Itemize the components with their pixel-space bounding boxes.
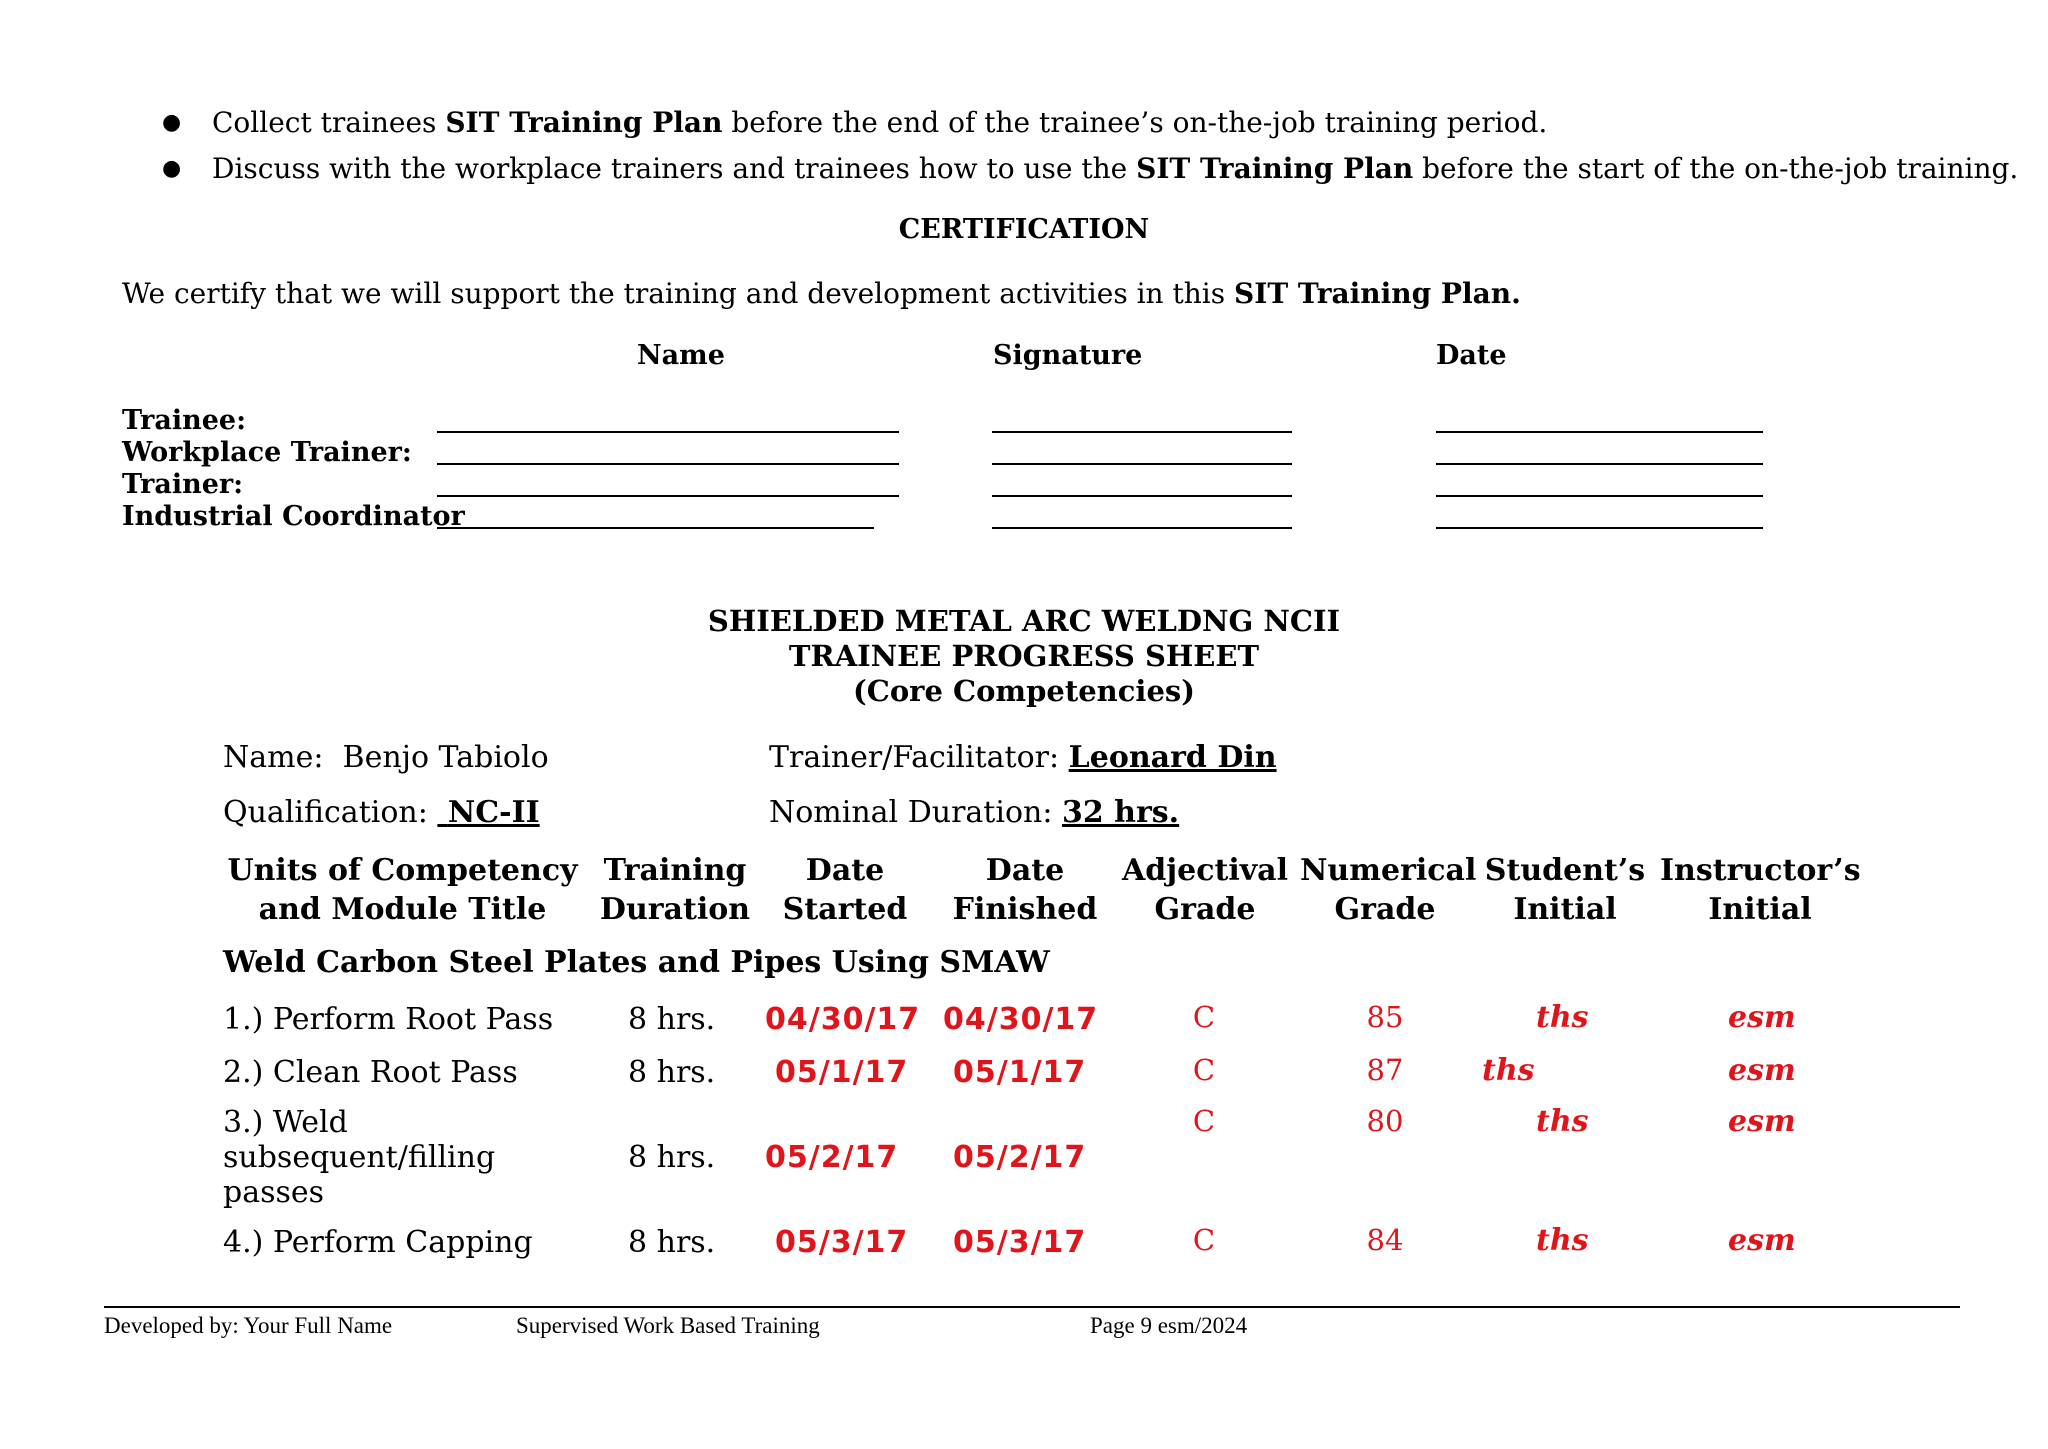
training-duration: 8 hrs. [628, 1002, 716, 1037]
training-duration: 8 hrs. [628, 1140, 716, 1175]
bullet-icon: ● [162, 110, 182, 135]
qualification: Qualification: NC-II [223, 795, 540, 830]
numerical-grade: 87 [1366, 1053, 1404, 1087]
adjectival-grade: C [1192, 1053, 1216, 1087]
student-initial: ths [1536, 1000, 1589, 1035]
training-duration: 8 hrs. [628, 1055, 716, 1090]
column-header-date-finished: Date Finished [952, 853, 1098, 927]
date-line[interactable] [1436, 431, 1763, 433]
signatory-label-industrial-coordinator: Industrial Coordinator [122, 501, 465, 532]
signature-line[interactable] [992, 463, 1292, 465]
date-column-header: Date [1436, 340, 1507, 371]
name-line[interactable] [437, 463, 899, 465]
instructor-initial: esm [1728, 1223, 1796, 1258]
date-started: 05/1/17 [775, 1055, 909, 1090]
date-line[interactable] [1436, 527, 1763, 529]
bullet-icon: ● [162, 156, 182, 181]
column-header-numerical-grade: Numerical Grade [1300, 853, 1477, 927]
name-line[interactable] [437, 495, 899, 497]
footer-divider [104, 1306, 1960, 1308]
instructor-initial: esm [1728, 1104, 1796, 1139]
signature-line[interactable] [992, 431, 1292, 433]
footer-developer: Developed by: Your Full Name [104, 1313, 393, 1338]
numerical-grade: 85 [1366, 1000, 1404, 1034]
trainer-facilitator: Trainer/Facilitator: Leonard Din [769, 740, 1277, 775]
date-line[interactable] [1436, 495, 1763, 497]
training-duration: 8 hrs. [628, 1225, 716, 1260]
certification-statement: We certify that we will support the training and development activities in this SIT Training Plan. [122, 277, 1521, 310]
name-line[interactable] [437, 527, 874, 529]
signature-line[interactable] [992, 495, 1292, 497]
date-finished: 05/2/17 [953, 1140, 1087, 1175]
student-initial: ths [1482, 1053, 1535, 1088]
instructor-initial: esm [1728, 1000, 1796, 1035]
column-header-units: Units of Competency and Module Title [227, 853, 578, 927]
module-title: 4.) Perform Capping [223, 1225, 533, 1260]
date-finished: 05/3/17 [953, 1225, 1087, 1260]
signatory-label-trainee: Trainee: [122, 405, 247, 436]
date-started: 04/30/17 [765, 1002, 921, 1037]
name-column-header: Name [637, 340, 725, 371]
numerical-grade: 84 [1366, 1223, 1404, 1257]
sheet-category: (Core Competencies) [853, 674, 1195, 708]
module-title: 3.) Weld subsequent/filling passes [223, 1105, 496, 1210]
numerical-grade: 80 [1366, 1104, 1404, 1138]
date-started: 05/3/17 [775, 1225, 909, 1260]
certification-title: CERTIFICATION [898, 214, 1150, 245]
trainee-name: Name: Benjo Tabiolo [223, 740, 549, 775]
signatory-label-workplace-trainer: Workplace Trainer: [122, 437, 412, 468]
adjectival-grade: C [1192, 1104, 1216, 1138]
student-initial: ths [1536, 1104, 1589, 1139]
list-item: ● Collect trainees SIT Training Plan before the end of the trainee’s on-the-job training period. [162, 100, 2018, 146]
list-item: ● Discuss with the workplace trainers and trainees how to use the SIT Training Plan before the start of the on-the-job training. [162, 146, 2018, 192]
date-started: 05/2/17 [765, 1140, 899, 1175]
column-header-students-initial: Student’s Initial [1484, 853, 1646, 927]
date-finished: 04/30/17 [943, 1002, 1099, 1037]
column-header-instructors-initial: Instructor’s Initial [1660, 853, 1861, 927]
name-line[interactable] [437, 431, 899, 433]
adjectival-grade: C [1192, 1000, 1216, 1034]
date-finished: 05/1/17 [953, 1055, 1087, 1090]
module-title: 1.) Perform Root Pass [223, 1002, 554, 1037]
student-initial: ths [1536, 1223, 1589, 1258]
module-title: 2.) Clean Root Pass [223, 1055, 518, 1090]
footer-page: Page 9 esm/2024 [1090, 1313, 1248, 1338]
column-header-duration: Training Duration [599, 853, 751, 927]
unit-title: Weld Carbon Steel Plates and Pipes Using SMAW [223, 945, 1050, 980]
footer-program: Supervised Work Based Training [516, 1313, 820, 1338]
signatory-label-trainer: Trainer: [122, 469, 244, 500]
instruction-list [162, 100, 2018, 192]
signature-line[interactable] [992, 527, 1292, 529]
instructor-initial: esm [1728, 1053, 1796, 1088]
adjectival-grade: C [1192, 1223, 1216, 1257]
column-header-date-started: Date Started [782, 853, 908, 927]
signature-column-header: Signature [993, 340, 1143, 371]
sheet-title: SHIELDED METAL ARC WELDNG NCII [707, 604, 1341, 638]
sheet-subtitle: TRAINEE PROGRESS SHEET [788, 639, 1260, 673]
date-line[interactable] [1436, 463, 1763, 465]
nominal-duration: Nominal Duration: 32 hrs. [769, 795, 1180, 830]
column-header-adjectival-grade: Adjectival Grade [1122, 853, 1288, 927]
